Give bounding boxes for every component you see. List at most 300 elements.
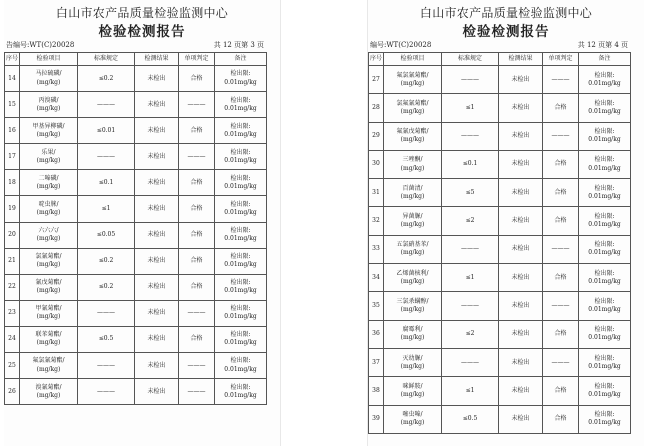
- row-judgement: 合格: [179, 118, 215, 144]
- table-row: [5, 196, 267, 222]
- row-note: [579, 264, 631, 292]
- item-name: 检出限:: [594, 128, 615, 136]
- row-note: [579, 179, 631, 207]
- row-standard: ≤0.5: [78, 326, 135, 352]
- row-result: 未检出: [499, 377, 543, 405]
- row-index: 24: [5, 326, 20, 352]
- row-note: [215, 274, 267, 300]
- header-standard: 标准规定: [78, 53, 135, 66]
- row-result: 未检出: [135, 92, 179, 118]
- item-name: 检出限:: [594, 382, 615, 390]
- item-unit: (mg/kg): [36, 156, 61, 164]
- item-name: 检出限:: [594, 269, 615, 277]
- row-index: 37: [369, 348, 384, 376]
- item-unit: 0.01mg/kg: [588, 79, 621, 87]
- item-unit: (mg/kg): [400, 164, 425, 172]
- item-unit: 0.01mg/kg: [224, 78, 257, 86]
- item-unit: 0.01mg/kg: [588, 107, 621, 115]
- item-unit: (mg/kg): [36, 339, 61, 347]
- row-result: 未检出: [135, 170, 179, 196]
- row-note: [579, 405, 631, 433]
- item-name: 检出限:: [230, 357, 251, 365]
- item-unit: (mg/kg): [400, 277, 425, 285]
- row-index: 14: [5, 66, 20, 92]
- row-judgement: ———: [179, 379, 215, 405]
- row-judgement: 合格: [543, 377, 579, 405]
- table-row: [5, 379, 267, 405]
- row-item: [384, 377, 442, 405]
- row-result: 未检出: [135, 326, 179, 352]
- row-note: [579, 292, 631, 320]
- row-judgement: 合格: [543, 207, 579, 235]
- header-result: 检测结果: [135, 53, 179, 66]
- row-item: [384, 348, 442, 376]
- row-result: 未检出: [135, 66, 179, 92]
- table-row: [369, 66, 631, 94]
- item-name: 检出限:: [230, 227, 251, 235]
- item-name: 检出限:: [230, 200, 251, 208]
- item-name: 检出限:: [594, 213, 615, 221]
- table-row: [369, 292, 631, 320]
- item-unit: (mg/kg): [400, 390, 425, 398]
- header-index: 序号: [369, 53, 384, 66]
- item-unit: 0.01mg/kg: [588, 419, 621, 427]
- row-standard: ≤1: [442, 264, 499, 292]
- row-item: [20, 196, 78, 222]
- item-unit: (mg/kg): [400, 306, 425, 314]
- row-index: 17: [5, 144, 20, 170]
- row-item: [20, 92, 78, 118]
- results-table: [368, 52, 631, 434]
- row-result: 未检出: [135, 379, 179, 405]
- item-unit: 0.01mg/kg: [224, 287, 257, 295]
- row-item: [384, 405, 442, 433]
- table-row: [369, 150, 631, 178]
- item-unit: 0.01mg/kg: [224, 182, 257, 190]
- row-item: [20, 222, 78, 248]
- row-item: [20, 326, 78, 352]
- row-note: [215, 170, 267, 196]
- row-result: 未检出: [499, 235, 543, 263]
- row-index: 25: [5, 353, 20, 379]
- row-standard: ≤0.2: [78, 66, 135, 92]
- report-title: 检验检测报告: [462, 24, 550, 40]
- item-name: 检出限:: [594, 326, 615, 334]
- item-name: 检出限:: [594, 241, 615, 249]
- row-index: 36: [369, 320, 384, 348]
- item-unit: (mg/kg): [400, 107, 425, 115]
- table-row: [369, 207, 631, 235]
- item-name: 氟氯氰菊酯/: [32, 357, 65, 365]
- item-unit: 0.01mg/kg: [588, 362, 621, 370]
- item-name: 氯氟氰菊酯/: [396, 99, 429, 107]
- item-unit: 0.01mg/kg: [588, 164, 621, 172]
- row-standard: ———: [78, 144, 135, 170]
- row-judgement: 合格: [543, 179, 579, 207]
- table-row: [369, 377, 631, 405]
- row-index: 33: [369, 235, 384, 263]
- table-row: [5, 92, 267, 118]
- row-judgement: 合格: [543, 150, 579, 178]
- row-judgement: 合格: [179, 274, 215, 300]
- item-name: 检出限:: [594, 354, 615, 362]
- row-note: [215, 144, 267, 170]
- item-name: 异菌脲/: [402, 213, 423, 221]
- row-standard: ≤0.1: [442, 150, 499, 178]
- item-unit: (mg/kg): [36, 365, 61, 373]
- table-row: [369, 235, 631, 263]
- row-item: [20, 379, 78, 405]
- row-item: [20, 353, 78, 379]
- item-unit: (mg/kg): [36, 261, 61, 269]
- row-standard: ———: [442, 122, 499, 150]
- row-result: 未检出: [135, 196, 179, 222]
- item-unit: (mg/kg): [36, 78, 61, 86]
- table-row: [369, 405, 631, 433]
- item-unit: (mg/kg): [400, 419, 425, 427]
- row-judgement: 合格: [543, 94, 579, 122]
- row-note: [215, 196, 267, 222]
- row-result: 未检出: [499, 66, 543, 94]
- row-standard: ≤0.1: [78, 170, 135, 196]
- row-judgement: ———: [179, 300, 215, 326]
- item-unit: (mg/kg): [36, 235, 61, 243]
- row-judgement: 合格: [543, 264, 579, 292]
- item-unit: 0.01mg/kg: [588, 277, 621, 285]
- report-number: 编号:WT(C)20028: [370, 41, 432, 49]
- item-unit: (mg/kg): [400, 334, 425, 342]
- row-item: [20, 300, 78, 326]
- row-standard: ≤1: [78, 196, 135, 222]
- table-row: [5, 248, 267, 274]
- row-index: 38: [369, 377, 384, 405]
- item-unit: 0.01mg/kg: [224, 365, 257, 373]
- row-item: [20, 248, 78, 274]
- row-item: [384, 94, 442, 122]
- row-standard: ———: [442, 66, 499, 94]
- item-unit: (mg/kg): [36, 313, 61, 321]
- row-result: 未检出: [499, 94, 543, 122]
- row-note: [579, 207, 631, 235]
- row-note: [215, 379, 267, 405]
- row-index: 29: [369, 122, 384, 150]
- table-row: [369, 94, 631, 122]
- report-title: 检验检测报告: [98, 24, 186, 40]
- row-result: 未检出: [135, 144, 179, 170]
- item-name: 检出限:: [594, 71, 615, 79]
- results-table: [4, 52, 267, 405]
- row-judgement: 合格: [543, 320, 579, 348]
- header-item: 检验项目: [20, 53, 78, 66]
- item-unit: 0.01mg/kg: [224, 235, 257, 243]
- table-row: [369, 179, 631, 207]
- row-index: 31: [369, 179, 384, 207]
- row-index: 39: [369, 405, 384, 433]
- row-result: 未检出: [499, 207, 543, 235]
- row-note: [579, 150, 631, 178]
- row-index: 16: [5, 118, 20, 144]
- page-indicator: 共 12 页第 4 页: [577, 41, 628, 49]
- item-unit: (mg/kg): [36, 104, 61, 112]
- row-index: 23: [5, 300, 20, 326]
- item-unit: 0.01mg/kg: [224, 313, 257, 321]
- row-item: [20, 144, 78, 170]
- row-judgement: 合格: [179, 66, 215, 92]
- row-item: [384, 122, 442, 150]
- row-index: 28: [369, 94, 384, 122]
- row-index: 20: [5, 222, 20, 248]
- row-standard: ≤2: [442, 320, 499, 348]
- row-standard: ———: [78, 353, 135, 379]
- table-row: [5, 170, 267, 196]
- header-note: 备注: [215, 53, 267, 66]
- item-name: 三氯杀螨醇/: [396, 297, 429, 305]
- item-name: 甲基异柳磷/: [32, 122, 65, 130]
- row-standard: ———: [442, 235, 499, 263]
- organization-name: 白山市农产品质量检验监测中心: [419, 6, 593, 20]
- header-judgement: 单项判定: [543, 53, 579, 66]
- row-standard: ≤1: [442, 377, 499, 405]
- row-note: [579, 377, 631, 405]
- row-note: [215, 353, 267, 379]
- header-index: 序号: [5, 53, 20, 66]
- row-item: [384, 235, 442, 263]
- row-judgement: ———: [543, 235, 579, 263]
- header-note: 备注: [579, 53, 631, 66]
- row-standard: ———: [442, 292, 499, 320]
- item-name: 检出限:: [594, 184, 615, 192]
- row-item: [20, 274, 78, 300]
- table-row: [5, 222, 267, 248]
- item-name: 联苯菊酯/: [35, 331, 62, 339]
- table-row: [5, 118, 267, 144]
- row-item: [20, 118, 78, 144]
- row-judgement: 合格: [543, 405, 579, 433]
- row-standard: ———: [78, 379, 135, 405]
- row-standard: ≤2: [442, 207, 499, 235]
- row-result: 未检出: [135, 300, 179, 326]
- row-item: [384, 66, 442, 94]
- row-index: 15: [5, 92, 20, 118]
- header-result: 检测结果: [499, 53, 543, 66]
- row-judgement: ———: [543, 292, 579, 320]
- row-index: 34: [369, 264, 384, 292]
- table-row: [5, 353, 267, 379]
- row-note: [215, 92, 267, 118]
- report-page-3: [4, 0, 281, 446]
- row-result: 未检出: [499, 179, 543, 207]
- item-name: 甲氰菊酯/: [35, 305, 62, 313]
- header-item: 检验项目: [384, 53, 442, 66]
- row-result: 未检出: [499, 405, 543, 433]
- table-row: [369, 122, 631, 150]
- row-judgement: ———: [543, 122, 579, 150]
- organization-name: 白山市农产品质量检验监测中心: [55, 6, 229, 20]
- header-standard: 标准规定: [442, 53, 499, 66]
- item-unit: 0.01mg/kg: [588, 192, 621, 200]
- item-unit: (mg/kg): [400, 79, 425, 87]
- row-judgement: ———: [179, 144, 215, 170]
- row-standard: ≤0.2: [78, 248, 135, 274]
- item-unit: (mg/kg): [400, 192, 425, 200]
- row-index: 19: [5, 196, 20, 222]
- item-name: 检出限:: [594, 99, 615, 107]
- row-note: [215, 66, 267, 92]
- item-unit: 0.01mg/kg: [224, 261, 257, 269]
- item-unit: (mg/kg): [36, 130, 61, 138]
- item-name: 六六六/: [38, 227, 59, 235]
- row-judgement: ———: [179, 353, 215, 379]
- item-name: 丙溴磷/: [38, 96, 59, 104]
- item-unit: (mg/kg): [400, 136, 425, 144]
- row-result: 未检出: [135, 248, 179, 274]
- item-name: 检出限:: [594, 156, 615, 164]
- row-note: [579, 122, 631, 150]
- item-name: 腐霉利/: [402, 326, 423, 334]
- item-name: 三唑酮/: [402, 156, 423, 164]
- header-judgement: 单项判定: [179, 53, 215, 66]
- row-result: 未检出: [499, 122, 543, 150]
- table-row: [369, 348, 631, 376]
- item-name: 百菌清/: [402, 184, 423, 192]
- item-name: 检出限:: [230, 279, 251, 287]
- item-name: 检出限:: [230, 70, 251, 78]
- item-unit: (mg/kg): [400, 362, 425, 370]
- row-index: 21: [5, 248, 20, 274]
- row-standard: ———: [78, 300, 135, 326]
- row-judgement: 合格: [179, 248, 215, 274]
- row-result: 未检出: [499, 150, 543, 178]
- item-unit: (mg/kg): [36, 209, 61, 217]
- row-judgement: 合格: [179, 170, 215, 196]
- table-row: [5, 144, 267, 170]
- row-standard: ———: [442, 348, 499, 376]
- item-name: 灭幼脲/: [402, 354, 423, 362]
- report-number: 告编号:WT(C)20028: [6, 41, 75, 49]
- item-name: 五氯硝基苯/: [396, 241, 429, 249]
- item-unit: 0.01mg/kg: [588, 136, 621, 144]
- item-name: 二嗪磷/: [38, 174, 59, 182]
- item-unit: 0.01mg/kg: [588, 306, 621, 314]
- row-item: [20, 170, 78, 196]
- row-judgement: ———: [543, 348, 579, 376]
- row-standard: ≤0.2: [78, 274, 135, 300]
- row-standard: ———: [78, 92, 135, 118]
- table-row: [5, 326, 267, 352]
- item-name: 检出限:: [230, 253, 251, 261]
- row-result: 未检出: [499, 264, 543, 292]
- row-item: [384, 207, 442, 235]
- row-judgement: 合格: [179, 222, 215, 248]
- report-meta: [368, 38, 644, 50]
- item-name: 溴氰菊酯/: [35, 383, 62, 391]
- row-note: [215, 300, 267, 326]
- row-note: [215, 222, 267, 248]
- row-standard: ≤1: [442, 94, 499, 122]
- item-unit: 0.01mg/kg: [224, 391, 257, 399]
- item-name: 马拉硫磷/: [35, 70, 62, 78]
- table-row: [369, 320, 631, 348]
- item-unit: 0.01mg/kg: [588, 390, 621, 398]
- row-result: 未检出: [135, 222, 179, 248]
- row-item: [384, 320, 442, 348]
- table-row: [5, 300, 267, 326]
- item-unit: (mg/kg): [36, 182, 61, 190]
- row-note: [215, 326, 267, 352]
- row-result: 未检出: [135, 118, 179, 144]
- item-name: 咪鲜胺/: [402, 382, 423, 390]
- item-unit: (mg/kg): [400, 221, 425, 229]
- item-name: 检出限:: [594, 297, 615, 305]
- row-result: 未检出: [135, 353, 179, 379]
- item-name: 氟氯氰菊酯/: [396, 71, 429, 79]
- row-index: 18: [5, 170, 20, 196]
- row-note: [215, 118, 267, 144]
- row-standard: ≤0.01: [78, 118, 135, 144]
- item-name: 检出限:: [230, 122, 251, 130]
- row-index: 30: [369, 150, 384, 178]
- row-judgement: 合格: [179, 326, 215, 352]
- row-standard: ≤5: [442, 179, 499, 207]
- item-unit: 0.01mg/kg: [224, 209, 257, 217]
- row-result: 未检出: [499, 320, 543, 348]
- item-name: 氰戊菊酯/: [35, 279, 62, 287]
- row-note: [215, 248, 267, 274]
- row-item: [384, 150, 442, 178]
- table-header-row: [5, 53, 267, 66]
- item-name: 氯氰菊酯/: [35, 253, 62, 261]
- item-unit: (mg/kg): [36, 391, 61, 399]
- item-unit: 0.01mg/kg: [588, 334, 621, 342]
- item-name: 检出限:: [230, 148, 251, 156]
- row-item: [20, 66, 78, 92]
- item-name: 检出限:: [230, 383, 251, 391]
- item-unit: 0.01mg/kg: [224, 104, 257, 112]
- report-page-4: [367, 0, 644, 446]
- row-note: [579, 320, 631, 348]
- item-name: 氟氰戊菊酯/: [396, 128, 429, 136]
- item-name: 噻虫嗪/: [402, 411, 423, 419]
- item-name: 检出限:: [230, 305, 251, 313]
- item-name: 检出限:: [230, 174, 251, 182]
- row-note: [579, 348, 631, 376]
- row-index: 26: [5, 379, 20, 405]
- page-gutter: [281, 0, 367, 446]
- item-unit: 0.01mg/kg: [224, 339, 257, 347]
- row-result: 未检出: [499, 292, 543, 320]
- item-name: 乙烯菌核利/: [396, 269, 429, 277]
- row-judgement: ———: [543, 66, 579, 94]
- item-unit: (mg/kg): [36, 287, 61, 295]
- row-note: [579, 66, 631, 94]
- item-name: 检出限:: [230, 331, 251, 339]
- row-result: 未检出: [499, 348, 543, 376]
- item-name: 乐果/: [41, 148, 56, 156]
- item-unit: 0.01mg/kg: [588, 221, 621, 229]
- row-result: 未检出: [135, 274, 179, 300]
- row-item: [384, 292, 442, 320]
- item-name: 检出限:: [594, 411, 615, 419]
- item-unit: (mg/kg): [400, 249, 425, 257]
- row-index: 22: [5, 274, 20, 300]
- report-meta: [4, 38, 280, 50]
- row-item: [384, 264, 442, 292]
- row-note: [579, 235, 631, 263]
- row-judgement: ———: [179, 92, 215, 118]
- table-header-row: [369, 53, 631, 66]
- row-standard: ≤0.5: [442, 405, 499, 433]
- row-standard: ≤0.05: [78, 222, 135, 248]
